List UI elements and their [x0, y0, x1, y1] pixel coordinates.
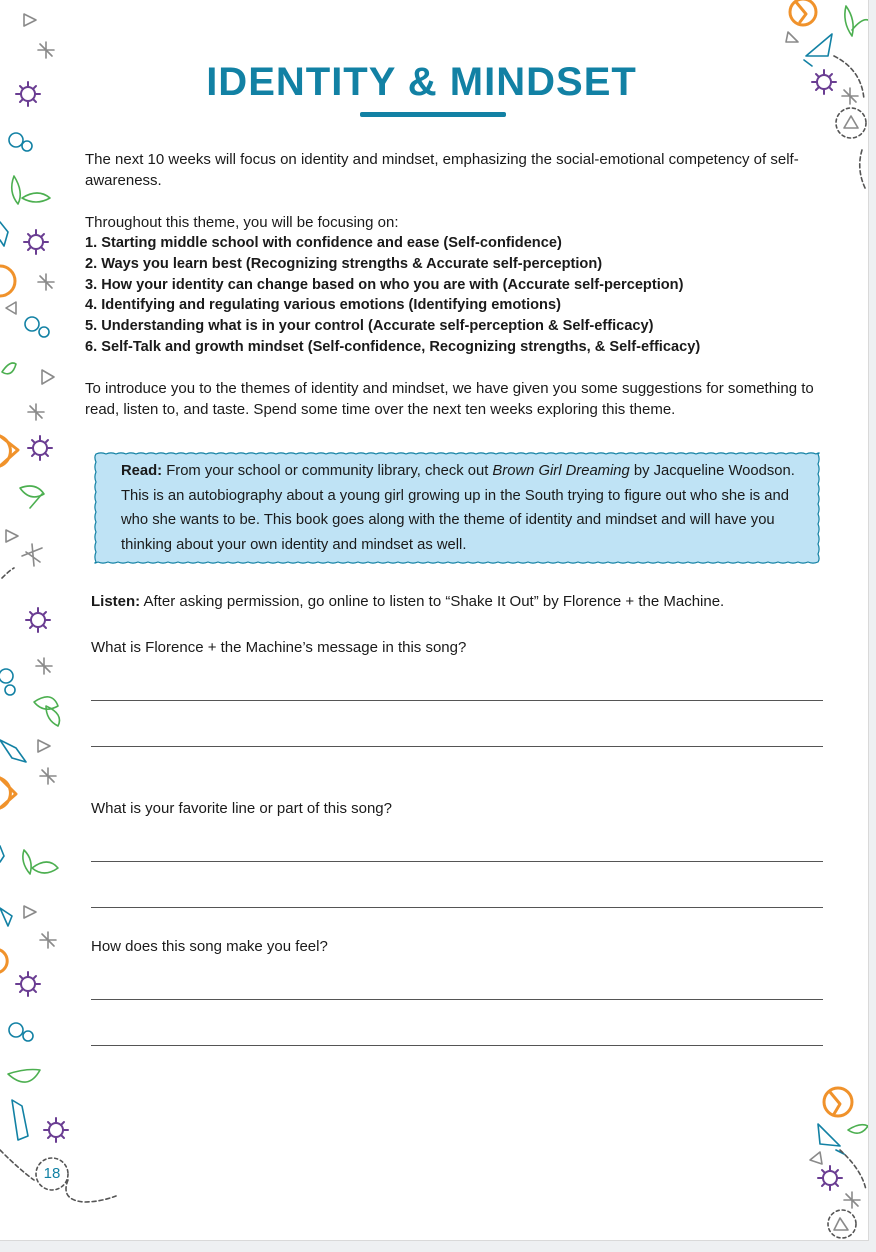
answer-line[interactable] [91, 700, 823, 701]
globe-icon [790, 0, 816, 25]
rocket-icon [12, 1100, 28, 1140]
answer-line[interactable] [91, 861, 823, 862]
leaf-icon [12, 176, 50, 204]
rocket-icon [0, 846, 4, 862]
triangle-icon [844, 116, 858, 128]
plane-icon [36, 658, 52, 674]
read-text-after: by Jacqueline Woodson. This is an autobiography about a young girl growing up in the South trying to figure out who she is and who she wants to be. This book goes along with the theme of identity and mindset and will have you thinking about your own identity and mindset as well. [121, 463, 795, 553]
book-title: Brown Girl Dreaming [492, 463, 630, 479]
list-item: 2. Ways you learn best (Recognizing strengths & Accurate self-perception) [85, 255, 603, 272]
leaf-icon [34, 697, 60, 726]
answer-line[interactable] [91, 907, 823, 908]
listen-label: Listen: [91, 593, 141, 610]
dashed-path [2, 568, 14, 578]
page-title: IDENTITY & MINDSET [206, 60, 637, 104]
intro-paragraph: The next 10 weeks will focus on identity and mindset, emphasizing the social-emotional competency of self-awareness. [85, 151, 799, 189]
triangle-icon [38, 740, 50, 752]
title-wrapper [0, 60, 843, 105]
virus-icon [818, 1166, 842, 1190]
leaf-icon [8, 1070, 40, 1083]
virus-icon [28, 436, 52, 460]
plane-icon [28, 404, 44, 420]
plane-icon [40, 768, 56, 784]
read-callout-text [121, 459, 801, 557]
triangle-icon [42, 370, 54, 384]
answer-line[interactable] [91, 746, 823, 747]
page-number: 18 [43, 1165, 61, 1182]
globe-icon [0, 950, 7, 972]
triangle-icon [834, 1218, 848, 1230]
suggestions-paragraph: To introduce you to the themes of identity and mindset, we have given you some suggestions for something to read, listen to, and taste. Spend some time over the next ten weeks exploring this theme. [85, 380, 814, 418]
focus-list [85, 233, 825, 358]
read-label: Read: [121, 463, 163, 479]
answer-line[interactable] [91, 1045, 823, 1046]
list-item: 6. Self-Talk and growth mindset (Self-confidence, Recognizing strengths, & Self-efficacy) [85, 338, 701, 355]
leaf-icon [23, 850, 58, 874]
list-item: 1. Starting middle school with confidence and ease (Self-confidence) [85, 235, 562, 251]
question-1: What is Florence + the Machine’s message in this song? [91, 639, 467, 656]
triangle-icon [24, 906, 36, 918]
plane-icon [22, 544, 42, 566]
listen-text: After asking permission, go online to listen to “Shake It Out” by Florence + the Machine. [140, 593, 725, 610]
list-item: 5. Understanding what is in your control (Accurate self-perception & Self-efficacy) [85, 318, 654, 335]
title-underline [360, 112, 506, 117]
question-3: How does this song make you feel? [91, 938, 328, 955]
globe-icon [824, 1088, 852, 1116]
triangle-icon [6, 302, 16, 314]
globe-icon [0, 436, 18, 466]
rocket-icon [0, 908, 12, 926]
globe-icon [0, 778, 16, 808]
plane-icon [40, 932, 56, 948]
rocket-icon [0, 222, 8, 246]
read-text-before: From your school or community library, check out [162, 463, 493, 479]
plane-icon [842, 88, 858, 104]
dashed-circle [828, 1210, 856, 1238]
gears-icon [25, 317, 49, 337]
globe-icon [0, 266, 15, 296]
list-item: 3. How your identity can change based on who you are with (Accurate self-perception) [85, 276, 684, 293]
plane-icon [844, 1192, 860, 1208]
leaf-icon [20, 486, 44, 508]
dashed-path [840, 1150, 866, 1190]
plane-icon [38, 274, 54, 290]
virus-icon [24, 230, 48, 254]
question-2: What is your favorite line or part of this song? [91, 800, 392, 817]
plane-icon [38, 42, 54, 58]
leaf-icon [848, 1125, 868, 1134]
rocket-icon [0, 740, 26, 762]
leaf-icon [2, 363, 16, 374]
listen-paragraph [91, 591, 831, 612]
triangle-icon [810, 1152, 822, 1164]
gears-icon [9, 133, 32, 151]
gears-icon [0, 669, 15, 695]
gears-icon [9, 1023, 33, 1041]
dashed-circle [836, 108, 866, 138]
leaf-icon [845, 6, 868, 36]
list-item: 4. Identifying and regulating various emotions (Identifying emotions) [85, 297, 561, 314]
virus-icon [16, 972, 40, 996]
virus-icon [26, 608, 50, 632]
answer-line[interactable] [91, 999, 823, 1000]
triangle-icon [6, 530, 18, 542]
triangle-icon [786, 32, 798, 42]
focus-list-intro: Throughout this theme, you will be focusing on: [85, 214, 399, 231]
triangle-icon [24, 14, 36, 26]
virus-icon [44, 1118, 68, 1142]
